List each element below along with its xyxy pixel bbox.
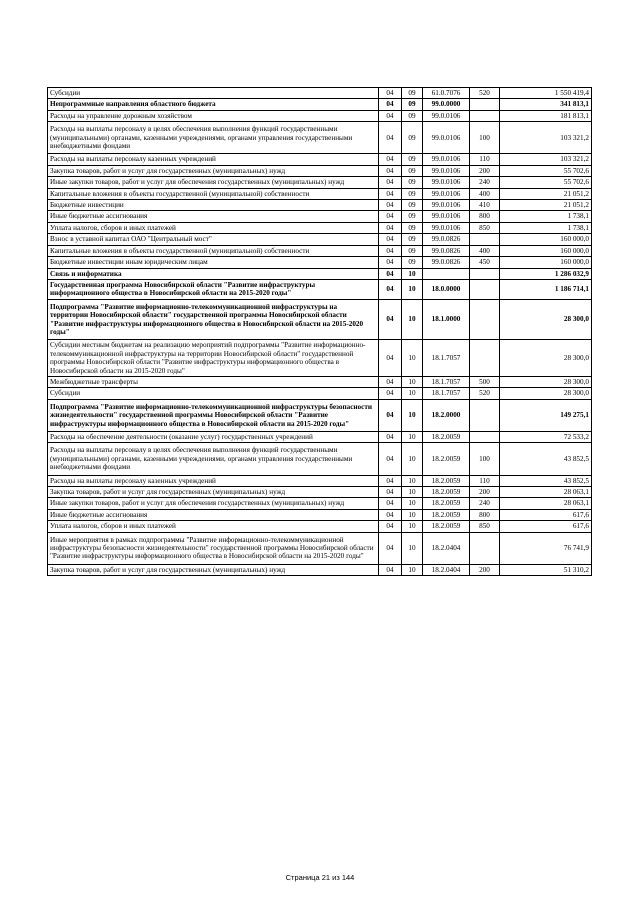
expense-type-code-cell: 240 xyxy=(470,177,500,188)
section-code-cell: 04 xyxy=(379,498,402,509)
target-item-code-cell: 18.2.0059 xyxy=(423,509,470,520)
table-row xyxy=(48,388,592,399)
subsection-code-cell: 10 xyxy=(402,268,423,279)
subsection-code-cell: 10 xyxy=(402,399,423,431)
table-row xyxy=(48,177,592,188)
target-item-code-cell xyxy=(423,268,470,279)
page-number: Страница 21 из 144 xyxy=(285,873,355,882)
expense-type-code-cell: 850 xyxy=(470,222,500,233)
target-item-code-cell: 99.0.0106 xyxy=(423,177,470,188)
target-item-code-cell: 18.2.0000 xyxy=(423,399,470,431)
row-name-cell: Иные мероприятия в рамках подпрограммы "Развитие информационно-телекоммуникационной инфраструктуры безопасности жизнедеятельности" государственной программы Новосибирской области "Развитие инфраструктуры информационного общества в Новосибирской области на 2015-2020 годы" xyxy=(48,532,379,564)
expense-type-code-cell: 240 xyxy=(470,498,500,509)
section-code-cell: 04 xyxy=(379,340,402,377)
row-name-cell: Иные бюджетные ассигнования xyxy=(48,211,379,222)
target-item-code-cell: 99.0.0826 xyxy=(423,245,470,256)
expense-type-code-cell xyxy=(470,110,500,121)
row-name-cell: Взнос в уставной капитал ОАО "Центральный мост" xyxy=(48,234,379,245)
table-row xyxy=(48,432,592,443)
amount-cell: 28 300,0 xyxy=(500,376,592,387)
expense-type-code-cell: 200 xyxy=(470,165,500,176)
row-name-cell: Капитальные вложения в объекты государственной (муниципальной) собственности xyxy=(48,245,379,256)
subsection-code-cell: 09 xyxy=(402,88,423,99)
amount-cell: 160 000,0 xyxy=(500,234,592,245)
expense-type-code-cell: 400 xyxy=(470,245,500,256)
row-name-cell: Бюджетные инвестиции xyxy=(48,200,379,211)
amount-cell: 160 000,0 xyxy=(500,245,592,256)
subsection-code-cell: 09 xyxy=(402,245,423,256)
expense-type-code-cell: 500 xyxy=(470,376,500,387)
row-name-cell: Государственная программа Новосибирской области "Развитие инфраструктуры информационного общества в Новосибирской области на 2015-2020 годы" xyxy=(48,279,379,299)
target-item-code-cell: 18.1.0000 xyxy=(423,299,470,340)
target-item-code-cell: 99.0.0000 xyxy=(423,99,470,110)
table-row xyxy=(48,475,592,486)
section-code-cell: 04 xyxy=(379,509,402,520)
subsection-code-cell: 10 xyxy=(402,299,423,340)
table-row xyxy=(48,110,592,121)
table-row xyxy=(48,211,592,222)
row-name-cell: Иные закупки товаров, работ и услуг для обеспечения государственных (муниципальных) нужд xyxy=(48,498,379,509)
subsection-code-cell: 10 xyxy=(402,376,423,387)
amount-cell: 21 051,2 xyxy=(500,200,592,211)
table-row xyxy=(48,154,592,165)
section-code-cell: 04 xyxy=(379,154,402,165)
amount-cell: 43 852,5 xyxy=(500,475,592,486)
section-code-cell: 04 xyxy=(379,200,402,211)
section-code-cell: 04 xyxy=(379,99,402,110)
expense-type-code-cell: 110 xyxy=(470,475,500,486)
table-row xyxy=(48,257,592,268)
target-item-code-cell: 99.0.0106 xyxy=(423,165,470,176)
table-row xyxy=(48,532,592,564)
subsection-code-cell: 09 xyxy=(402,222,423,233)
row-name-cell: Бюджетные инвестиции иным юридическим лицам xyxy=(48,257,379,268)
subsection-code-cell: 09 xyxy=(402,234,423,245)
table-row xyxy=(48,88,592,99)
table-row xyxy=(48,340,592,377)
expense-type-code-cell xyxy=(470,299,500,340)
table-row xyxy=(48,376,592,387)
target-item-code-cell: 18.1.7057 xyxy=(423,340,470,377)
section-code-cell: 04 xyxy=(379,487,402,498)
amount-cell: 1 738,1 xyxy=(500,222,592,233)
row-name-cell: Расходы на управление дорожным хозяйством xyxy=(48,110,379,121)
subsection-code-cell: 09 xyxy=(402,165,423,176)
amount-cell: 21 051,2 xyxy=(500,188,592,199)
target-item-code-cell: 99.0.0106 xyxy=(423,200,470,211)
target-item-code-cell: 18.1.7057 xyxy=(423,376,470,387)
table-row xyxy=(48,268,592,279)
row-name-cell: Иные бюджетные ассигнования xyxy=(48,509,379,520)
subsection-code-cell: 09 xyxy=(402,188,423,199)
target-item-code-cell: 99.0.0106 xyxy=(423,122,470,154)
amount-cell: 76 741,9 xyxy=(500,532,592,564)
section-code-cell: 04 xyxy=(379,521,402,532)
table-row xyxy=(48,299,592,340)
expense-type-code-cell: 200 xyxy=(470,564,500,575)
section-code-cell: 04 xyxy=(379,257,402,268)
expense-type-code-cell: 100 xyxy=(470,122,500,154)
budget-table xyxy=(47,87,592,576)
amount-cell: 28 300,0 xyxy=(500,340,592,377)
amount-cell: 28 063,1 xyxy=(500,487,592,498)
expense-type-code-cell: 800 xyxy=(470,509,500,520)
target-item-code-cell: 99.0.0826 xyxy=(423,257,470,268)
expense-type-code-cell: 450 xyxy=(470,257,500,268)
amount-cell: 28 300,0 xyxy=(500,299,592,340)
section-code-cell: 04 xyxy=(379,110,402,121)
table-row xyxy=(48,165,592,176)
amount-cell: 617,6 xyxy=(500,521,592,532)
expense-type-code-cell: 520 xyxy=(470,388,500,399)
target-item-code-cell: 18.1.7057 xyxy=(423,388,470,399)
amount-cell: 617,6 xyxy=(500,509,592,520)
section-code-cell: 04 xyxy=(379,122,402,154)
amount-cell: 103 321,2 xyxy=(500,154,592,165)
expense-type-code-cell: 520 xyxy=(470,88,500,99)
table-row xyxy=(48,521,592,532)
table-row xyxy=(48,279,592,299)
table-row xyxy=(48,564,592,575)
row-name-cell: Расходы на выплаты персоналу казенных учреждений xyxy=(48,154,379,165)
target-item-code-cell: 18.2.0059 xyxy=(423,432,470,443)
amount-cell: 28 300,0 xyxy=(500,388,592,399)
amount-cell: 43 852,5 xyxy=(500,443,592,475)
row-name-cell: Капитальные вложения в объекты государственной (муниципальной) собственности xyxy=(48,188,379,199)
table-row xyxy=(48,234,592,245)
subsection-code-cell: 09 xyxy=(402,200,423,211)
section-code-cell: 04 xyxy=(379,388,402,399)
subsection-code-cell: 10 xyxy=(402,498,423,509)
table-row xyxy=(48,222,592,233)
table-row xyxy=(48,122,592,154)
row-name-cell: Расходы на обеспечение деятельности (оказание услуг) государственных учреждений xyxy=(48,432,379,443)
section-code-cell: 04 xyxy=(379,177,402,188)
target-item-code-cell: 18.2.0059 xyxy=(423,498,470,509)
target-item-code-cell: 99.0.0106 xyxy=(423,211,470,222)
target-item-code-cell: 99.0.0826 xyxy=(423,234,470,245)
table-row xyxy=(48,443,592,475)
table-row xyxy=(48,399,592,431)
subsection-code-cell: 09 xyxy=(402,154,423,165)
row-name-cell: Иные закупки товаров, работ и услуг для обеспечения государственных (муниципальных) нужд xyxy=(48,177,379,188)
target-item-code-cell: 18.2.0404 xyxy=(423,564,470,575)
target-item-code-cell: 18.2.0059 xyxy=(423,475,470,486)
section-code-cell: 04 xyxy=(379,475,402,486)
table-row xyxy=(48,487,592,498)
subsection-code-cell: 10 xyxy=(402,432,423,443)
subsection-code-cell: 10 xyxy=(402,475,423,486)
expense-type-code-cell xyxy=(470,99,500,110)
expense-type-code-cell: 850 xyxy=(470,521,500,532)
expense-type-code-cell: 110 xyxy=(470,154,500,165)
amount-cell: 55 702,6 xyxy=(500,177,592,188)
row-name-cell: Связь и информатика xyxy=(48,268,379,279)
row-name-cell: Субсидии местным бюджетам на реализацию мероприятий подпрограммы "Развитие информационно-телекоммуникационной инфраструктуры на территории Новосибирской области" государственной программы Новосибирской области "Развитие инфраструктуры информационного общества в Новосибирской области на 2015-2020 годы" xyxy=(48,340,379,377)
target-item-code-cell: 18.0.0000 xyxy=(423,279,470,299)
expense-type-code-cell xyxy=(470,279,500,299)
expense-type-code-cell xyxy=(470,340,500,377)
expense-type-code-cell xyxy=(470,532,500,564)
amount-cell: 1 550 419,4 xyxy=(500,88,592,99)
row-name-cell: Расходы на выплаты персоналу казенных учреждений xyxy=(48,475,379,486)
amount-cell: 28 063,1 xyxy=(500,498,592,509)
row-name-cell: Субсидии xyxy=(48,388,379,399)
table-row xyxy=(48,245,592,256)
amount-cell: 72 533,2 xyxy=(500,432,592,443)
expense-type-code-cell: 100 xyxy=(470,443,500,475)
amount-cell: 1 738,1 xyxy=(500,211,592,222)
amount-cell: 1 186 714,1 xyxy=(500,279,592,299)
subsection-code-cell: 09 xyxy=(402,110,423,121)
subsection-code-cell: 10 xyxy=(402,564,423,575)
section-code-cell: 04 xyxy=(379,376,402,387)
section-code-cell: 04 xyxy=(379,211,402,222)
section-code-cell: 04 xyxy=(379,245,402,256)
amount-cell: 1 286 032,9 xyxy=(500,268,592,279)
subsection-code-cell: 10 xyxy=(402,443,423,475)
subsection-code-cell: 09 xyxy=(402,257,423,268)
table-row xyxy=(48,509,592,520)
target-item-code-cell: 18.2.0059 xyxy=(423,443,470,475)
row-name-cell: Расходы на выплаты персоналу в целях обеспечения выполнения функций государственными (муниципальными) органами, казенными учреждениями, органами управления государственными внебюджетными фондами xyxy=(48,443,379,475)
subsection-code-cell: 10 xyxy=(402,532,423,564)
table-row xyxy=(48,188,592,199)
expense-type-code-cell: 400 xyxy=(470,188,500,199)
target-item-code-cell: 99.0.0106 xyxy=(423,154,470,165)
table-row xyxy=(48,99,592,110)
section-code-cell: 04 xyxy=(379,88,402,99)
expense-type-code-cell: 800 xyxy=(470,211,500,222)
section-code-cell: 04 xyxy=(379,299,402,340)
target-item-code-cell: 99.0.0106 xyxy=(423,188,470,199)
row-name-cell: Уплата налогов, сборов и иных платежей xyxy=(48,222,379,233)
subsection-code-cell: 10 xyxy=(402,388,423,399)
section-code-cell: 04 xyxy=(379,188,402,199)
section-code-cell: 04 xyxy=(379,268,402,279)
section-code-cell: 04 xyxy=(379,234,402,245)
target-item-code-cell: 99.0.0106 xyxy=(423,110,470,121)
subsection-code-cell: 10 xyxy=(402,279,423,299)
target-item-code-cell: 61.0.7076 xyxy=(423,88,470,99)
section-code-cell: 04 xyxy=(379,443,402,475)
row-name-cell: Закупка товаров, работ и услуг для государственных (муниципальных) нужд xyxy=(48,165,379,176)
section-code-cell: 04 xyxy=(379,432,402,443)
expense-type-code-cell: 200 xyxy=(470,487,500,498)
row-name-cell: Закупка товаров, работ и услуг для государственных (муниципальных) нужд xyxy=(48,564,379,575)
expense-type-code-cell xyxy=(470,234,500,245)
section-code-cell: 04 xyxy=(379,222,402,233)
row-name-cell: Расходы на выплаты персоналу в целях обеспечения выполнения функций государственными (муниципальными) органами, казенными учреждениями, органами управления государственными внебюджетными фондами xyxy=(48,122,379,154)
amount-cell: 55 702,6 xyxy=(500,165,592,176)
amount-cell: 103 321,2 xyxy=(500,122,592,154)
row-name-cell: Закупка товаров, работ и услуг для государственных (муниципальных) нужд xyxy=(48,487,379,498)
expense-type-code-cell xyxy=(470,432,500,443)
expense-type-code-cell: 410 xyxy=(470,200,500,211)
subsection-code-cell: 10 xyxy=(402,487,423,498)
expense-type-code-cell xyxy=(470,399,500,431)
row-name-cell: Подпрограмма "Развитие информационно-телекоммуникационной инфраструктуры на территории Новосибирской области" государственной программы Новосибирской области "Развитие инфраструктуры информационного общества в Новосибирской области на 2015-2020 годы" xyxy=(48,299,379,340)
subsection-code-cell: 09 xyxy=(402,177,423,188)
table-row xyxy=(48,200,592,211)
row-name-cell: Межбюджетные трансферты xyxy=(48,376,379,387)
section-code-cell: 04 xyxy=(379,532,402,564)
subsection-code-cell: 10 xyxy=(402,521,423,532)
amount-cell: 149 275,1 xyxy=(500,399,592,431)
row-name-cell: Подпрограмма "Развитие информационно-телекоммуникационной инфраструктуры безопасности жизнедеятельности" государственной программы Новосибирской области "Развитие инфраструктуры информационного общества в Новосибирской области на 2015-2020 годы" xyxy=(48,399,379,431)
subsection-code-cell: 10 xyxy=(402,509,423,520)
target-item-code-cell: 18.2.0404 xyxy=(423,532,470,564)
amount-cell: 160 000,0 xyxy=(500,257,592,268)
row-name-cell: Непрограммные направления областного бюджета xyxy=(48,99,379,110)
amount-cell: 181 813,1 xyxy=(500,110,592,121)
row-name-cell: Субсидии xyxy=(48,88,379,99)
amount-cell: 341 813,1 xyxy=(500,99,592,110)
section-code-cell: 04 xyxy=(379,165,402,176)
target-item-code-cell: 18.2.0059 xyxy=(423,521,470,532)
subsection-code-cell: 09 xyxy=(402,99,423,110)
subsection-code-cell: 09 xyxy=(402,211,423,222)
subsection-code-cell: 09 xyxy=(402,122,423,154)
target-item-code-cell: 18.2.0059 xyxy=(423,487,470,498)
amount-cell: 51 310,2 xyxy=(500,564,592,575)
section-code-cell: 04 xyxy=(379,399,402,431)
table-row xyxy=(48,498,592,509)
row-name-cell: Уплата налогов, сборов и иных платежей xyxy=(48,521,379,532)
section-code-cell: 04 xyxy=(379,279,402,299)
target-item-code-cell: 99.0.0106 xyxy=(423,222,470,233)
budget-table-body xyxy=(48,88,592,576)
subsection-code-cell: 10 xyxy=(402,340,423,377)
expense-type-code-cell xyxy=(470,268,500,279)
section-code-cell: 04 xyxy=(379,564,402,575)
